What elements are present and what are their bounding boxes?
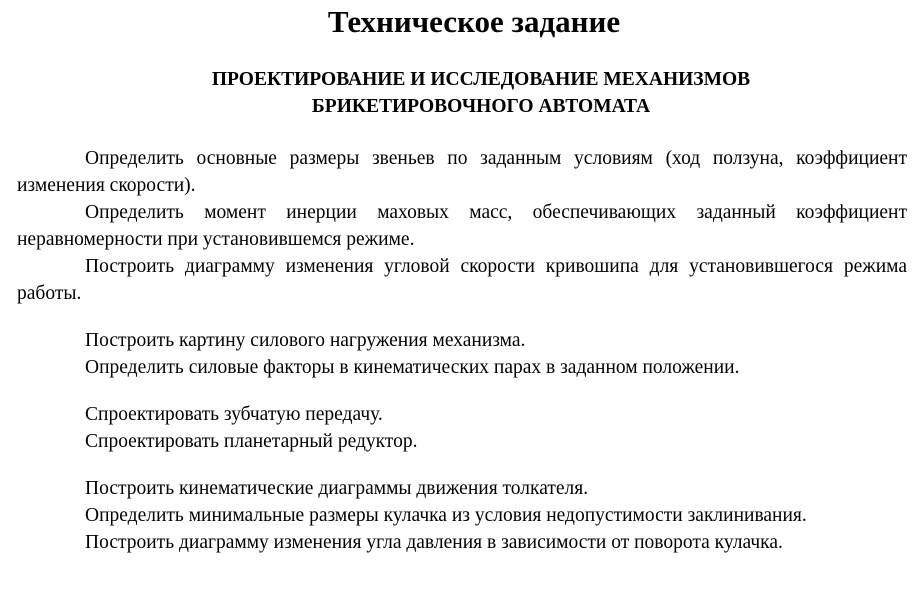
paragraph: Построить картину силового нагружения механизма.: [85, 330, 526, 351]
paragraph: Определить минимальные размеры кулачка из условия недопустимости заклинивания.: [85, 505, 807, 526]
section-4: [17, 475, 907, 556]
paragraph: Построить диаграмму изменения угла давления в зависимости от поворота кулачка.: [85, 532, 783, 553]
section-2: [17, 327, 907, 381]
section-3: [17, 401, 907, 455]
paragraph: Спроектировать зубчатую передачу.: [85, 404, 383, 425]
paragraph: Построить диаграмму изменения угловой скорости кривошипа для установившегося режима работы.: [17, 256, 907, 304]
paragraph: Спроектировать планетарный редуктор.: [85, 431, 418, 452]
section-1: [17, 145, 907, 307]
section-gap: [17, 307, 907, 327]
section-gap: [17, 381, 907, 401]
paragraph: Определить момент инерции маховых масс, обеспечивающих заданный коэффициент неравномерности при установившемся режиме.: [17, 202, 907, 250]
subtitle-line-2: БРИКЕТИРОВОЧНОГО АВТОМАТА: [311, 96, 651, 117]
section-gap: [17, 455, 907, 475]
paragraph: Определить силовые факторы в кинематических парах в заданном положении.: [85, 357, 740, 378]
document-subtitle: [0, 66, 922, 120]
paragraph: Определить основные размеры звеньев по заданным условиям (ход ползуна, коэффициент изменения скорости).: [17, 148, 907, 196]
paragraph: Построить кинематические диаграммы движения толкателя.: [85, 478, 589, 499]
document-body: [17, 145, 907, 556]
document-title: Техническое задание: [327, 4, 621, 39]
subtitle-line-1: ПРОЕКТИРОВАНИЕ И ИССЛЕДОВАНИЕ МЕХАНИЗМОВ: [211, 69, 751, 90]
